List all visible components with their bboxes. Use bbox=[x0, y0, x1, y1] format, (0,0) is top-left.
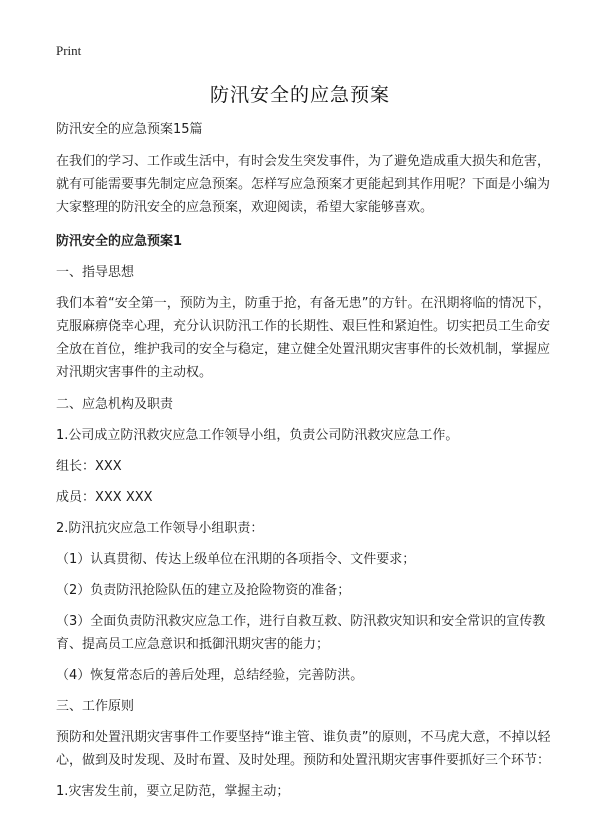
duty4-line: （4）恢复常态后的善后处理，总结经验，完善防洪。 bbox=[56, 668, 364, 683]
part2-heading: 二、应急机构及职责 bbox=[56, 397, 174, 412]
item2-paragraph: 2.防汛抗灾应急工作领导小组职责： bbox=[56, 521, 264, 536]
document-subtitle: 防汛安全的应急预案15篇 bbox=[56, 122, 203, 137]
duty2-line: （2）负责防汛抢险队伍的建立及抢险物资的准备； bbox=[56, 583, 351, 598]
part3-paragraph: 预防和处置汛期灾害事件工作要坚持“谁主管、谁负责”的原则，不马虎大意，不掉以轻心，做到及时发现、及时布置、及时处理。预防和处置汛期灾害事件要抓好三个环节： bbox=[56, 730, 551, 768]
duty1-line: （1）认真贯彻、传达上级单位在汛期的各项指令、文件要求； bbox=[56, 552, 416, 567]
duty3-paragraph: （3）全面负责防汛救灾应急工作，进行自救互救、防汛救灾知识和安全常识的宣传教育、提高员工应急意识和抵御汛期灾害的能力； bbox=[56, 614, 546, 652]
members-line: 成员：XXX XXX bbox=[56, 490, 153, 505]
leader-line: 组长：XXX bbox=[56, 459, 122, 474]
step1-line: 1.灾害发生前，要立足防范，掌握主动； bbox=[56, 784, 290, 799]
document-title: 防汛安全的应急预案 bbox=[209, 84, 390, 106]
part3-heading: 三、工作原则 bbox=[56, 699, 135, 714]
section-heading: 防汛安全的应急预案1 bbox=[56, 234, 183, 249]
intro-paragraph: 在我们的学习、工作或生活中，有时会发生突发事件，为了避免造成重大损失和危害，就有可能需要事先制定应急预案。怎样写应急预案才更能起到其作用呢？下面是小编为大家整理的防汛安全的应急预案，欢迎阅读，希望大家能够喜欢。 bbox=[56, 154, 551, 215]
print-link[interactable]: Print bbox=[56, 43, 82, 58]
part1-paragraph: 我们本着“安全第一，预防为主，防重于抢，有备无患”的方针。在汛期将临的情况下，克服麻痹侥幸心理，充分认识防汛工作的长期性、艰巨性和紧迫性。切实把员工生命安全放在首位，维护我司的安全与稳定，建立健全处置汛期灾害事件的长效机制，掌握应对汛期灾害事件的主动权。 bbox=[56, 296, 551, 380]
document-body bbox=[56, 118, 556, 811]
part1-heading: 一、指导思想 bbox=[56, 265, 135, 280]
item1-paragraph: 1.公司成立防汛救灾应急工作领导小组，负责公司防汛救灾应急工作。 bbox=[56, 428, 459, 443]
